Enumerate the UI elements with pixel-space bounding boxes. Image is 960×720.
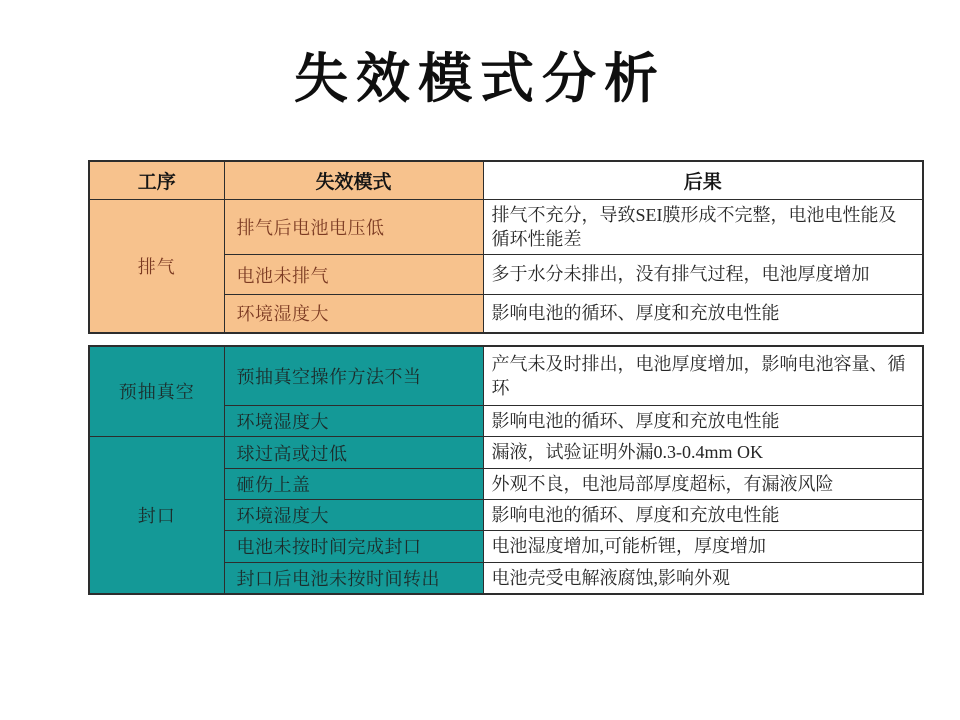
consequence-cell: 多于水分未排出，没有排气过程，电池厚度增加 — [483, 255, 923, 295]
mode-cell: 预抽真空操作方法不当 — [224, 346, 483, 406]
mode-cell: 环境湿度大 — [224, 406, 483, 437]
header-consequence: 后果 — [483, 161, 923, 199]
consequence-cell: 产气未及时排出，电池厚度增加，影响电池容量、循环 — [483, 346, 923, 406]
header-process: 工序 — [89, 161, 224, 199]
process-cell-prevacuum: 预抽真空 — [89, 346, 224, 437]
venting-table — [88, 160, 924, 334]
table-row — [89, 199, 923, 255]
mode-cell: 环境湿度大 — [224, 499, 483, 530]
mode-cell: 排气后电池电压低 — [224, 199, 483, 255]
mode-cell: 封口后电池未按时间转出 — [224, 562, 483, 594]
consequence-cell: 外观不良，电池局部厚度超标，有漏液风险 — [483, 468, 923, 499]
consequence-cell: 排气不充分，导致SEI膜形成不完整，电池电性能及循环性能差 — [483, 199, 923, 255]
mode-cell: 电池未按时间完成封口 — [224, 531, 483, 562]
process-cell-venting: 排气 — [89, 199, 224, 333]
page-title: 失效模式分析 — [294, 49, 666, 109]
consequence-cell: 影响电池的循环、厚度和充放电性能 — [483, 406, 923, 437]
consequence-cell: 影响电池的循环、厚度和充放电性能 — [483, 499, 923, 530]
table-row — [89, 346, 923, 406]
consequence-cell: 电池壳受电解液腐蚀,影响外观 — [483, 562, 923, 594]
consequence-cell: 电池湿度增加,可能析锂，厚度增加 — [483, 531, 923, 562]
failure-mode-tables — [88, 160, 922, 595]
process-cell-sealing: 封口 — [89, 437, 224, 594]
mode-cell: 砸伤上盖 — [224, 468, 483, 499]
mode-cell: 环境湿度大 — [224, 295, 483, 333]
header-failure-mode: 失效模式 — [224, 161, 483, 199]
prevacuum-sealing-table — [88, 345, 924, 595]
consequence-cell: 漏液，试验证明外漏0.3-0.4mm OK — [483, 437, 923, 468]
mode-cell: 球过高或过低 — [224, 437, 483, 468]
table-row — [89, 437, 923, 468]
mode-cell: 电池未排气 — [224, 255, 483, 295]
consequence-cell: 影响电池的循环、厚度和充放电性能 — [483, 295, 923, 333]
table-header-row — [89, 161, 923, 199]
